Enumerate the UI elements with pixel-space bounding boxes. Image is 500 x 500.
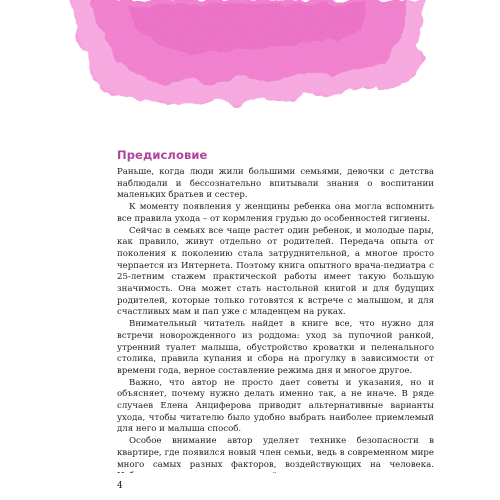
paragraph-6: Особое внимание автор уделяет технике безопасности в квартире, где появился новый член семьи, ведь в современном мире много самых разных факторов, воздействующих на человека. [117,436,434,470]
watercolor-banner [66,0,430,116]
paragraph-5: Важно, что автор не просто дает советы и указания, но и объясняет, почему нужно делать именно так, а не иначе. В ряде случаев Елена Анциферова приводит альтернативные варианты ухода, чтобы читателю было удобно выбрать наиболее приемлемый для него и малыша способ. [117,377,434,435]
paragraph-1: Раньше, когда люди жили большими семьями, девочки с детства наблюдали и бессознательно впитывали знания о воспитании маленьких братьев и сестер. [117,167,434,201]
page-number: 4 [117,481,123,491]
paragraph-3: Сейчас в семьях все чаще растет один ребенок, и молодые пары, как правило, живут отдельно от родителей. Передача опыта от поколения к поколению стала затруднительной, а многое просто черпается из Интернета. Поэтому книга опытного врача-педиатра с 25-летним стажем практической работы имеет такую большую значимость. Она может стать настольной книгой и для будущих родителей, которые только готовятся к встрече с малышом, и для счастливых мам и пап уже с младенцем на руках. [117,225,434,318]
body-text [117,167,434,473]
page-heading: Предисловие [117,148,208,162]
paragraph-4: Внимательный читатель найдет в книге все, что нужно для встречи новорожденного из роддома: уход за пупочной ранкой, утренний туалет малыша, обустройство кроватки и пеленального столика, правила купания и сбора на прогулку в зависимости от времени года, верное составление режима дня и многое другое. [117,319,434,376]
paragraph-2: К моменту появления у женщины ребенка она могла вспомнить все правила ухода – от кормления грудью до особенностей гигиены. [117,202,434,224]
